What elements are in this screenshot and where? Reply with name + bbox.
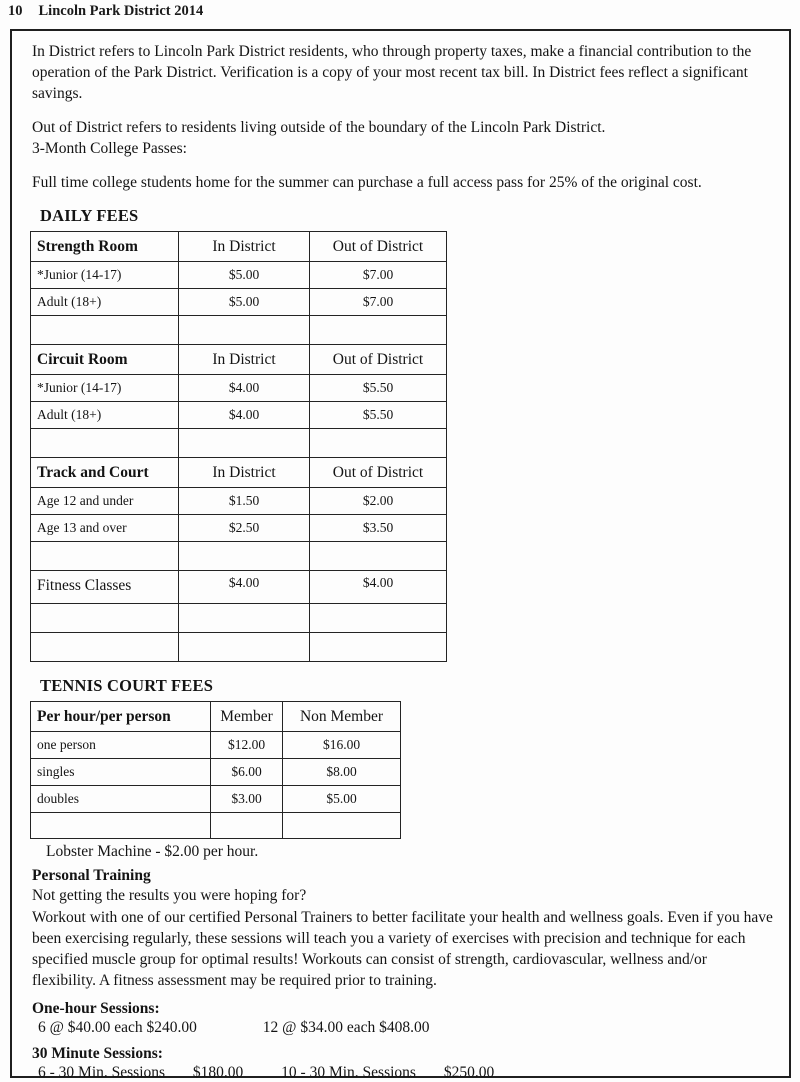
table-cell	[31, 542, 179, 571]
table-cell: one person	[31, 732, 211, 759]
thirty-min-sessions-heading: 30 Minute Sessions:	[32, 1044, 163, 1062]
table-cell: $8.00	[283, 759, 401, 786]
table-cell: In District	[179, 345, 310, 375]
table-cell	[31, 813, 211, 839]
table-row	[31, 345, 447, 375]
daily-fees-table	[30, 231, 447, 662]
table-cell	[179, 604, 310, 633]
table-cell: $7.00	[310, 289, 447, 316]
table-cell: In District	[179, 458, 310, 488]
table-cell: $5.50	[310, 375, 447, 402]
table-cell	[310, 316, 447, 345]
table-row	[31, 786, 401, 813]
table-cell: $4.00	[179, 375, 310, 402]
session-option: 6 @ $40.00 each $240.00	[38, 1018, 197, 1036]
table-cell: Age 12 and under	[31, 488, 179, 515]
table-cell: Out of District	[310, 345, 447, 375]
one-hour-sessions-options	[38, 1019, 777, 1037]
session-option-price: $180.00	[192, 1063, 244, 1081]
table-cell: $4.00	[310, 571, 447, 604]
table-cell: Non Member	[283, 702, 401, 732]
table-cell	[211, 813, 283, 839]
table-cell	[179, 542, 310, 571]
table-cell: Age 13 and over	[31, 515, 179, 542]
table-row	[31, 232, 447, 262]
table-cell: $5.00	[179, 289, 310, 316]
table-row	[31, 732, 401, 759]
table-cell: $5.00	[179, 262, 310, 289]
lobster-machine-note: Lobster Machine - $2.00 per hour.	[46, 843, 259, 861]
table-cell: $2.50	[179, 515, 310, 542]
table-row	[31, 429, 447, 458]
table-row	[31, 316, 447, 345]
table-cell: Track and Court	[31, 458, 179, 488]
one-hour-sessions-heading: One-hour Sessions:	[32, 999, 160, 1017]
table-cell	[283, 813, 401, 839]
personal-training-heading: Personal Training	[32, 867, 151, 885]
table-cell: $12.00	[211, 732, 283, 759]
paragraph-out-of-district: Out of District refers to residents living outside of the boundary of the Lincoln Park District.	[32, 119, 606, 137]
table-cell: $4.00	[179, 571, 310, 604]
table-cell: $7.00	[310, 262, 447, 289]
tennis-fees-table	[30, 701, 401, 839]
table-cell: Out of District	[310, 458, 447, 488]
college-passes-text: Full time college students home for the summer can purchase a full access pass for 25% of the original cost.	[32, 174, 702, 192]
table-cell	[179, 633, 310, 662]
table-cell: Strength Room	[31, 232, 179, 262]
page-header	[0, 0, 800, 20]
table-cell: $3.00	[211, 786, 283, 813]
table-cell: Per hour/per person	[31, 702, 211, 732]
table-row	[31, 759, 401, 786]
table-cell	[310, 542, 447, 571]
table-row	[31, 289, 447, 316]
paragraph-in-district: In District refers to Lincoln Park District residents, who through property taxes, make a financial contribution to the operation of the Park District. Verification is a copy of your most recent tax bill. In District fees reflect a significant savings.	[32, 43, 752, 103]
personal-training-line: Not getting the results you were hoping for?	[32, 887, 307, 905]
table-row	[31, 604, 447, 633]
table-cell	[310, 633, 447, 662]
table-row	[31, 702, 401, 732]
table-cell: Fitness Classes	[31, 571, 179, 604]
table-cell	[310, 604, 447, 633]
table-cell: singles	[31, 759, 211, 786]
table-row	[31, 458, 447, 488]
table-row	[31, 633, 447, 662]
table-row	[31, 488, 447, 515]
table-cell	[179, 429, 310, 458]
table-row	[31, 262, 447, 289]
table-cell: $5.00	[283, 786, 401, 813]
table-cell: Member	[211, 702, 283, 732]
table-cell	[31, 316, 179, 345]
table-cell: $2.00	[310, 488, 447, 515]
table-row	[31, 515, 447, 542]
table-cell: *Junior (14-17)	[31, 375, 179, 402]
content-box	[10, 29, 791, 1081]
table-cell: $3.50	[310, 515, 447, 542]
table-cell: Circuit Room	[31, 345, 179, 375]
table-cell: $1.50	[179, 488, 310, 515]
session-option: 12 @ $34.00 each $408.00	[262, 1018, 430, 1036]
table-cell: doubles	[31, 786, 211, 813]
table-cell	[310, 429, 447, 458]
table-row	[31, 402, 447, 429]
table-cell: Out of District	[310, 232, 447, 262]
table-row	[31, 542, 447, 571]
table-cell: Adult (18+)	[31, 289, 179, 316]
table-cell	[31, 429, 179, 458]
session-option-price: $250.00	[443, 1063, 495, 1081]
session-option-label: 6 - 30 Min. Sessions	[38, 1063, 166, 1081]
table-cell: *Junior (14-17)	[31, 262, 179, 289]
college-passes-label: 3-Month College Passes:	[32, 140, 187, 158]
table-cell: $5.50	[310, 402, 447, 429]
table-row	[31, 375, 447, 402]
table-row	[31, 571, 447, 604]
tennis-fees-heading: TENNIS COURT FEES	[40, 676, 214, 696]
table-cell: Adult (18+)	[31, 402, 179, 429]
table-cell	[179, 316, 310, 345]
table-row	[31, 813, 401, 839]
personal-training-body: Workout with one of our certified Personal Trainers to better facilitate your health and wellness goals. Even if you have been exercising regularly, these sessions will teach you a variety of exercises with precision and technique for each specified muscle group for optimal results! Workouts can consist of strength, cardiovascular, wellness and/or flexibility. A fitness assessment may be required prior to training.	[32, 908, 773, 990]
page-number: 10	[8, 3, 23, 19]
daily-fees-heading: DAILY FEES	[40, 206, 139, 226]
table-cell: $16.00	[283, 732, 401, 759]
session-option-label: 10 - 30 Min. Sessions	[281, 1063, 416, 1081]
table-cell: In District	[179, 232, 310, 262]
table-cell: $6.00	[211, 759, 283, 786]
page-title: Lincoln Park District 2014	[38, 3, 204, 19]
table-cell	[31, 633, 179, 662]
table-cell	[31, 604, 179, 633]
table-cell: $4.00	[179, 402, 310, 429]
